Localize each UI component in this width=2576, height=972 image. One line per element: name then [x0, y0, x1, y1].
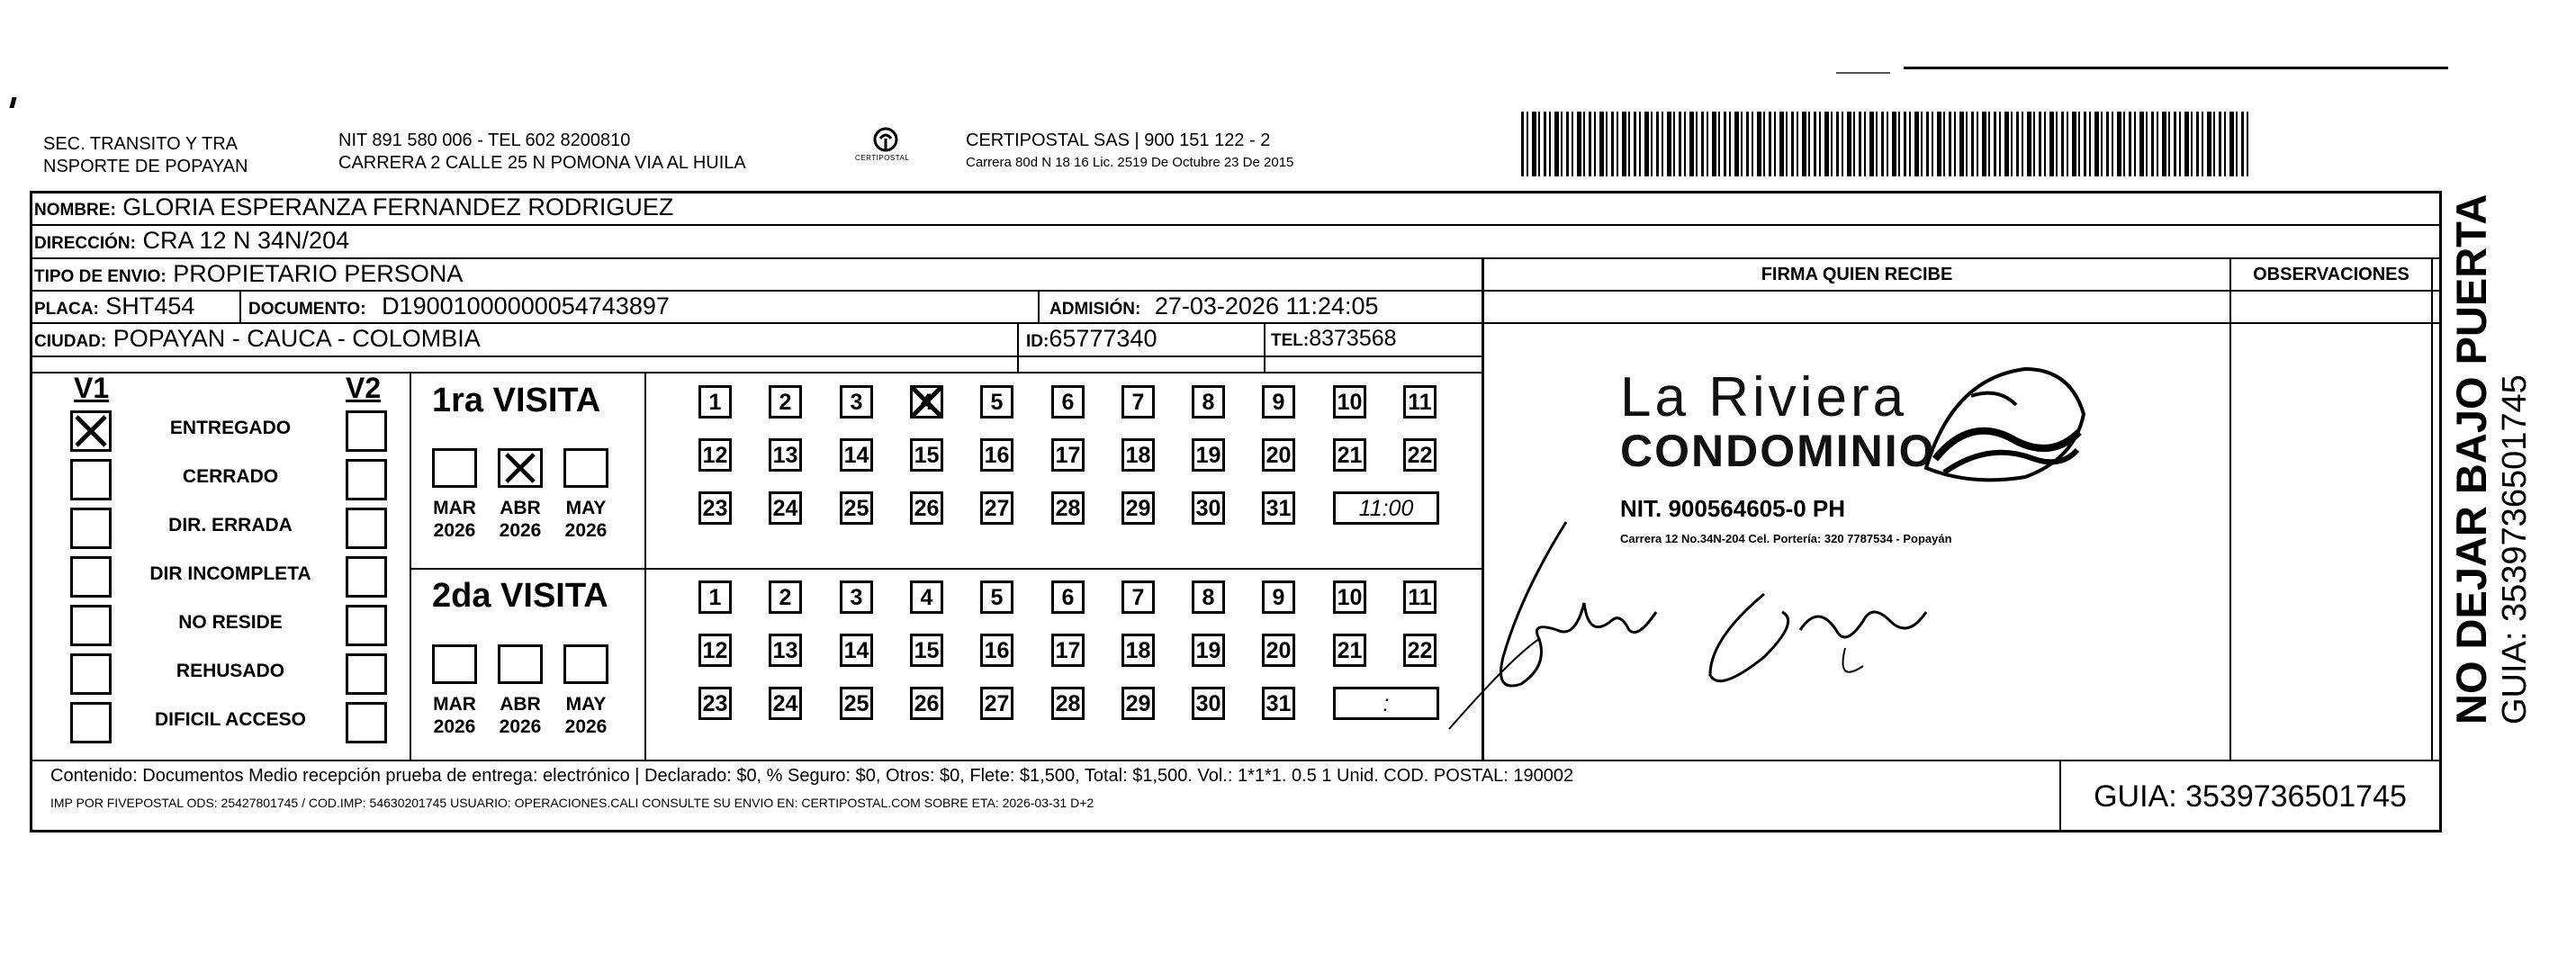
- col-line: [1038, 290, 1040, 323]
- second-day-box[interactable]: 25: [840, 687, 873, 720]
- second-day-box[interactable]: 11: [1403, 580, 1437, 614]
- first-month-checkbox[interactable]: [563, 448, 608, 488]
- second-day-box[interactable]: 17: [1051, 634, 1085, 667]
- first-day-box[interactable]: 30: [1192, 491, 1225, 525]
- first-day-box[interactable]: [910, 385, 943, 418]
- sender-details: NIT 891 580 006 - TEL 602 8200810 CARRERA 2 CALLE 25 N POMONA VIA AL HUILA: [338, 130, 746, 173]
- second-day-box[interactable]: 3: [840, 580, 873, 614]
- v1-label: V1: [74, 372, 110, 404]
- row-line: [30, 372, 1482, 374]
- second-day-box[interactable]: 21: [1333, 634, 1366, 667]
- status-v1-checkbox[interactable]: [70, 410, 112, 452]
- status-label: ENTREGADO: [169, 418, 292, 438]
- first-day-box[interactable]: 6: [1051, 385, 1085, 418]
- first-day-box[interactable]: 13: [769, 438, 802, 472]
- side-guia-text: GUIA: 3539736501745: [2496, 374, 2534, 724]
- first-day-box[interactable]: 2: [769, 385, 802, 418]
- stamp-address: Carrera 12 No.34N-204 Cel. Portería: 320 7787534 - Popayán: [1620, 532, 1952, 545]
- tipo-envio-row: TIPO DE ENVIO: PROPIETARIO PERSONA: [34, 260, 464, 287]
- day-number: 4: [920, 390, 933, 415]
- first-day-box[interactable]: 18: [1121, 438, 1155, 472]
- status-v2-checkbox[interactable]: [346, 556, 387, 598]
- first-month-checkbox[interactable]: [432, 448, 477, 488]
- footer-print-info: IMP POR FIVEPOSTAL ODS: 25427801745 / COD.IMP: 54630201745 USUARIO: OPERACIONES.CALI CONSULTE SU ENVIO EN: CERTIPOSTAL.COM SOBRE ETA: 2026-03-31 D+2: [50, 796, 1094, 810]
- first-day-box[interactable]: 7: [1121, 385, 1155, 418]
- first-day-box[interactable]: 20: [1262, 438, 1295, 472]
- first-day-box[interactable]: 23: [698, 491, 732, 525]
- first-day-box[interactable]: 5: [980, 385, 1013, 418]
- first-day-box[interactable]: 11: [1403, 385, 1437, 418]
- second-day-box[interactable]: 7: [1121, 580, 1155, 614]
- id-cell: ID:65777340: [1026, 325, 1157, 352]
- first-day-box[interactable]: 16: [980, 438, 1013, 472]
- documento-cell: DOCUMENTO: D19001000000054743897: [248, 292, 670, 320]
- check-x-icon: [73, 413, 109, 449]
- status-v2-checkbox[interactable]: [346, 459, 387, 500]
- second-day-box[interactable]: 15: [910, 634, 943, 667]
- second-day-box[interactable]: 14: [840, 634, 873, 667]
- direccion-value: CRA 12 N 34N/204: [142, 227, 350, 254]
- divider: [410, 568, 1482, 570]
- certipostal-logo-icon: [855, 126, 945, 171]
- tel-cell: TEL:8373568: [1271, 326, 1397, 351]
- scan-mark: [1904, 67, 2448, 69]
- col-line: [2229, 257, 2231, 760]
- second-day-box[interactable]: 30: [1192, 687, 1225, 720]
- placa-cell: PLACA: SHT454: [34, 292, 195, 320]
- first-month-label: ABR 2026: [499, 498, 542, 541]
- first-day-box[interactable]: 29: [1121, 491, 1155, 525]
- second-day-box[interactable]: 20: [1262, 634, 1295, 667]
- logo-text: CERTIPOSTAL: [855, 154, 910, 162]
- stamp-line1: La Riviera: [1620, 366, 1908, 428]
- second-month-label: MAY 2026: [564, 694, 608, 737]
- status-label: DIR INCOMPLETA: [149, 563, 311, 584]
- direccion-row: DIRECCIÓN: CRA 12 N 34N/204: [34, 227, 350, 254]
- second-day-box[interactable]: 26: [910, 687, 943, 720]
- first-day-box[interactable]: 19: [1192, 438, 1225, 472]
- stamp-nit: NIT. 900564605-0 PH: [1620, 495, 1846, 522]
- stamp-line2: CONDOMINIO: [1620, 426, 1936, 476]
- second-day-box[interactable]: 19: [1192, 634, 1225, 667]
- carrier-address: Carrera 80d N 18 16 Lic. 2519 De Octubre 23 De 2015: [966, 155, 1294, 170]
- second-month-checkbox[interactable]: [432, 644, 477, 684]
- second-day-box[interactable]: 28: [1051, 687, 1085, 720]
- status-label: NO RESIDE: [178, 612, 283, 633]
- check-x-icon: [500, 451, 540, 485]
- stamp-wave-icon: [1917, 360, 2088, 495]
- barcode: [1521, 112, 2248, 176]
- first-day-box[interactable]: 9: [1262, 385, 1295, 418]
- second-day-box[interactable]: 10: [1333, 580, 1366, 614]
- id-value: 65777340: [1049, 325, 1157, 352]
- placa-value: SHT454: [105, 292, 195, 320]
- second-month-checkbox[interactable]: [498, 644, 543, 684]
- side-text: [2447, 194, 2547, 724]
- col-line: [410, 372, 411, 760]
- first-day-box[interactable]: 28: [1051, 491, 1085, 525]
- second-day-box[interactable]: 29: [1121, 687, 1155, 720]
- v2-label: V2: [346, 372, 382, 404]
- second-day-box[interactable]: 2: [769, 580, 802, 614]
- status-label: DIR. ERRADA: [168, 515, 293, 536]
- form-border-bottom: [30, 830, 2442, 832]
- second-day-box[interactable]: 5: [980, 580, 1013, 614]
- first-day-box[interactable]: 3: [840, 385, 873, 418]
- first-day-box[interactable]: 26: [910, 491, 943, 525]
- nombre-row: NOMBRE: GLORIA ESPERANZA FERNANDEZ RODRIGUEZ: [34, 194, 674, 220]
- ciudad-cell: CIUDAD: POPAYAN - CAUCA - COLOMBIA: [34, 325, 481, 352]
- second-day-box[interactable]: 4: [910, 580, 943, 614]
- row-line: [30, 224, 2442, 226]
- certipostal-logo: [855, 126, 945, 171]
- status-v2-checkbox[interactable]: [346, 702, 387, 743]
- first-day-box[interactable]: 15: [910, 438, 943, 472]
- first-day-box[interactable]: 8: [1192, 385, 1225, 418]
- second-day-box[interactable]: 31: [1262, 687, 1295, 720]
- second-day-box[interactable]: 6: [1051, 580, 1085, 614]
- status-v1-checkbox[interactable]: [70, 508, 112, 549]
- second-day-box[interactable]: 1: [698, 580, 732, 614]
- first-day-box[interactable]: 25: [840, 491, 873, 525]
- admision-value: 27-03-2026 11:24:05: [1154, 292, 1379, 320]
- tel-value: 8373568: [1309, 326, 1397, 351]
- ciudad-value: POPAYAN - CAUCA - COLOMBIA: [113, 325, 481, 352]
- admision-cell: ADMISIÓN: 27-03-2026 11:24:05: [1049, 292, 1379, 320]
- documento-value: D19001000000054743897: [382, 292, 670, 320]
- second-month-label: ABR 2026: [499, 694, 542, 737]
- signature-icon: [1440, 504, 1980, 738]
- second-time-box[interactable]: :: [1333, 687, 1439, 720]
- first-day-box[interactable]: 1: [698, 385, 732, 418]
- status-v2-checkbox[interactable]: [346, 508, 387, 549]
- first-day-box[interactable]: 14: [840, 438, 873, 472]
- footer-content: Contenido: Documentos Medio recepción prueba de entrega: electrónico | Declarado: $0, % Seguro: $0, Otros: $0, Flete: $1,500, Total: $1,500. Vol.: 1*1*1. 0.5 1 Unid. COD. POSTAL: 190002: [50, 766, 1574, 786]
- tipo-envio-value: PROPIETARIO PERSONA: [173, 260, 464, 287]
- form-border-right: [2439, 191, 2442, 832]
- first-visit-label: 1ra VISITA: [432, 382, 601, 419]
- sender-name: SEC. TRANSITO Y TRA NSPORTE DE POPAYAN: [43, 134, 248, 176]
- second-day-box[interactable]: 12: [698, 634, 732, 667]
- col-line: [2431, 257, 2433, 760]
- status-v2-checkbox[interactable]: [346, 605, 387, 646]
- second-day-box[interactable]: 22: [1403, 634, 1437, 667]
- col-line: [644, 372, 646, 760]
- first-day-box[interactable]: 31: [1262, 491, 1295, 525]
- observaciones-header: OBSERVACIONES: [2253, 265, 2409, 284]
- second-day-box[interactable]: 24: [769, 687, 802, 720]
- status-v1-checkbox[interactable]: [70, 556, 112, 598]
- scan-mark: [9, 97, 16, 108]
- second-month-checkbox[interactable]: [563, 644, 608, 684]
- second-day-box[interactable]: 27: [980, 687, 1013, 720]
- first-time-box[interactable]: 11:00: [1333, 491, 1439, 525]
- status-label: DIFICIL ACCESO: [154, 709, 306, 730]
- first-month-label: MAY 2026: [564, 498, 608, 541]
- first-day-box[interactable]: 12: [698, 438, 732, 472]
- second-day-box[interactable]: 9: [1262, 580, 1295, 614]
- second-visit-label: 2da VISITA: [432, 577, 608, 615]
- status-v2-checkbox[interactable]: [346, 653, 387, 695]
- status-v1-checkbox[interactable]: [70, 459, 112, 500]
- divider: [30, 760, 2442, 761]
- first-day-box[interactable]: 22: [1403, 438, 1437, 472]
- first-day-box[interactable]: 21: [1333, 438, 1366, 472]
- no-dejar-text: NO DEJAR BAJO PUERTA: [2447, 194, 2495, 724]
- firma-header: FIRMA QUIEN RECIBE: [1761, 265, 1953, 284]
- second-day-box[interactable]: 13: [769, 634, 802, 667]
- scan-mark: [1836, 72, 1890, 74]
- first-day-box[interactable]: 10: [1333, 385, 1366, 418]
- status-label: CERRADO: [182, 466, 279, 487]
- nombre-value: GLORIA ESPERANZA FERNANDEZ RODRIGUEZ: [122, 194, 674, 220]
- status-v1-checkbox[interactable]: [70, 702, 112, 743]
- col-line: [1017, 322, 1019, 372]
- form-border-left: [30, 191, 32, 832]
- second-day-box[interactable]: 23: [698, 687, 732, 720]
- second-month-label: MAR 2026: [433, 694, 476, 737]
- col-line: [239, 290, 241, 323]
- status-v1-checkbox[interactable]: [70, 605, 112, 646]
- second-day-box[interactable]: 18: [1121, 634, 1155, 667]
- first-month-label: MAR 2026: [433, 498, 476, 541]
- status-label: REHUSADO: [176, 661, 285, 681]
- col-line: [1264, 322, 1265, 372]
- first-day-box[interactable]: 27: [980, 491, 1013, 525]
- second-day-box[interactable]: 8: [1192, 580, 1225, 614]
- first-month-checkbox[interactable]: [498, 448, 543, 488]
- first-day-box[interactable]: 24: [769, 491, 802, 525]
- footer-guia: GUIA: 3539736501745: [2094, 779, 2407, 814]
- first-day-box[interactable]: 17: [1051, 438, 1085, 472]
- second-day-box[interactable]: 16: [980, 634, 1013, 667]
- status-v1-checkbox[interactable]: [70, 653, 112, 695]
- status-v2-checkbox[interactable]: [346, 410, 387, 452]
- carrier-name: CERTIPOSTAL SAS | 900 151 122 - 2: [966, 130, 1271, 150]
